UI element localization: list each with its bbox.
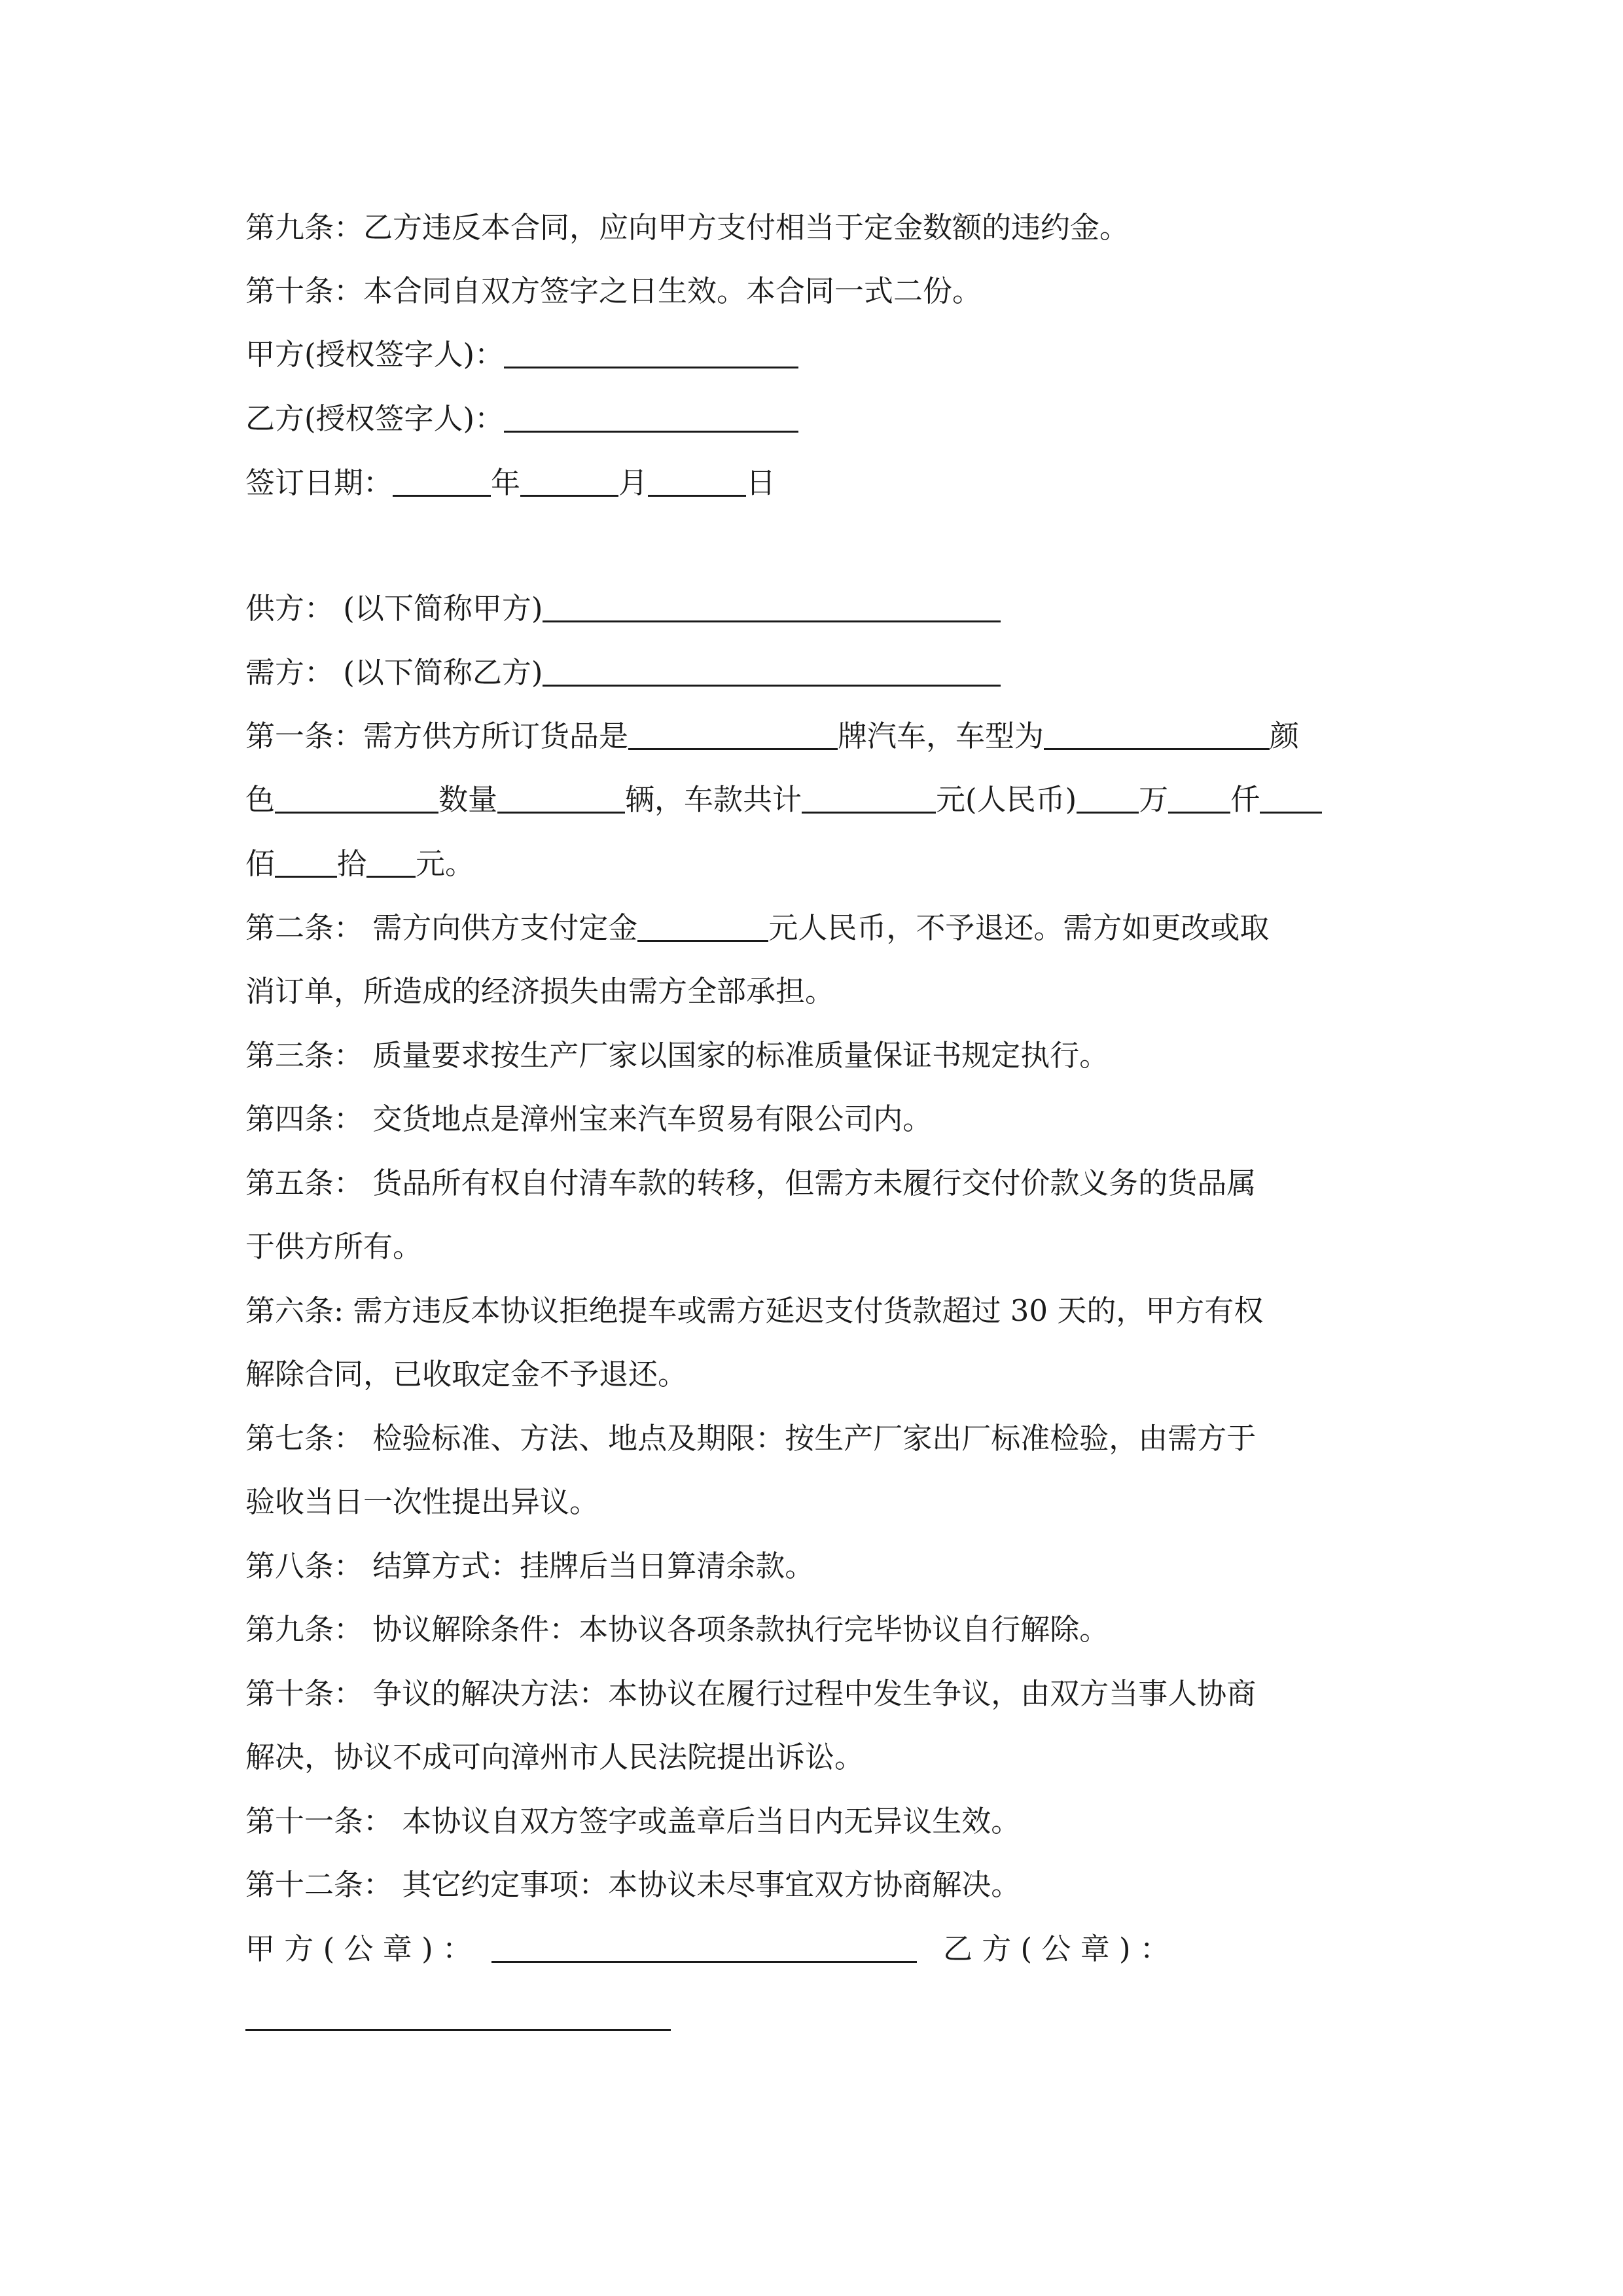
top-article-10: 第十条：本合同自双方签字之日生效。本合同一式二份。 xyxy=(245,274,982,308)
seal-a-label: 甲 方 ( 公 章 ) ： xyxy=(245,1931,472,1966)
quantity-blank xyxy=(497,781,625,814)
supplier-row xyxy=(245,589,1001,628)
seal-row xyxy=(245,1929,1169,1969)
day-label: 日 xyxy=(746,465,776,500)
article-10-line-2: 解决，协议不成可向漳州市人民法院提出诉讼。 xyxy=(245,1740,865,1774)
art2-text-b: 元人民币，不予退还。需方如更改或取 xyxy=(768,910,1270,945)
shi-blank xyxy=(366,846,416,878)
color-blank xyxy=(275,781,438,814)
buyer-row xyxy=(245,653,1001,692)
art2-text-a: 第二条： 需方向供方支付定金 xyxy=(245,910,638,945)
art1-text-f: 辆，车款共计 xyxy=(625,782,802,817)
price-blank xyxy=(802,781,936,814)
sign-date-label: 签订日期： xyxy=(245,465,393,500)
supplier-label: 供方： (以下简称甲方) xyxy=(245,591,543,626)
year-blank xyxy=(393,465,491,497)
article-1-line-2 xyxy=(245,780,1322,819)
party-b-sign-blank xyxy=(504,401,798,433)
art1-text-h: 万 xyxy=(1139,782,1169,817)
article-10-line-1: 第十条： 争议的解决方法：本协议在履行过程中发生争议，由双方当事人协商 xyxy=(245,1676,1257,1711)
year-label: 年 xyxy=(491,465,521,500)
article-7-line-1: 第七条： 检验标准、方法、地点及期限：按生产厂家出厂标准检验，由需方于 xyxy=(245,1421,1257,1456)
article-1-line-3 xyxy=(245,844,474,884)
buyer-blank xyxy=(543,655,1001,687)
article-9: 第九条： 协议解除条件：本协议各项条款执行完毕协议自行解除。 xyxy=(245,1612,1109,1647)
qian-blank xyxy=(1168,781,1230,814)
buyer-label: 需方： (以下简称乙方) xyxy=(245,655,543,690)
art1-text-b: 牌汽车，车型为 xyxy=(838,719,1044,753)
art1-text-i: 仟 xyxy=(1230,782,1260,817)
day-blank xyxy=(648,465,746,497)
seal-a-blank xyxy=(491,1931,917,1963)
art1-text-j: 佰 xyxy=(245,846,276,881)
article-5-line-2: 于供方所有。 xyxy=(245,1229,423,1264)
article-6-line-1: 第六条: 需方违反本协议拒绝提车或需方延迟支付货款超过 30 天的，甲方有权 xyxy=(245,1293,1264,1328)
art1-text-k: 拾 xyxy=(337,846,367,881)
art1-text-d: 色 xyxy=(245,782,276,817)
article-3: 第三条： 质量要求按生产厂家以国家的标准质量保证书规定执行。 xyxy=(245,1038,1109,1073)
brand-blank xyxy=(628,718,838,750)
article-6-line-2: 解除合同，已收取定金不予退还。 xyxy=(245,1357,688,1391)
deposit-blank xyxy=(637,910,768,942)
article-12: 第十二条： 其它约定事项：本协议未尽事宜双方协商解决。 xyxy=(245,1867,1021,1902)
month-blank xyxy=(520,465,618,497)
article-4: 第四条： 交货地点是漳州宝来汽车贸易有限公司内。 xyxy=(245,1102,933,1136)
art1-text-e: 数量 xyxy=(438,782,498,817)
party-b-signature-row xyxy=(245,399,798,439)
party-a-sign-blank xyxy=(504,336,798,368)
sign-date-row xyxy=(245,463,776,503)
article-2-line-2: 消订单，所造成的经济损失由需方全部承担。 xyxy=(245,974,835,1009)
article-5-line-1: 第五条： 货品所有权自付清车款的转移，但需方未履行交付价款义务的货品属 xyxy=(245,1166,1257,1200)
party-b-sign-label: 乙方(授权签字人)： xyxy=(245,401,505,436)
model-blank xyxy=(1044,718,1270,750)
party-a-sign-label: 甲方(授权签字人)： xyxy=(245,337,505,372)
top-article-9: 第九条：乙方违反本合同，应向甲方支付相当于定金数额的违约金。 xyxy=(245,210,1130,245)
bai-blank xyxy=(275,846,337,878)
party-a-signature-row xyxy=(245,335,798,374)
article-8: 第八条： 结算方式：挂牌后当日算清余款。 xyxy=(245,1549,815,1583)
seal-b-label: 乙 方 ( 公 章 ) ： xyxy=(942,1931,1169,1966)
article-11: 第十一条： 本协议自双方签字或盖章后当日内无异议生效。 xyxy=(245,1804,1021,1839)
wan-blank xyxy=(1077,781,1139,814)
art1-text-c: 颜 xyxy=(1270,719,1300,753)
month-label: 月 xyxy=(618,465,649,500)
article-7-line-2: 验收当日一次性提出异议。 xyxy=(245,1484,599,1519)
art1-text-a: 第一条：需方供方所订货品是 xyxy=(245,719,629,753)
bai-lead-blank xyxy=(1260,781,1322,814)
article-1-line-1 xyxy=(245,717,1299,756)
article-2-line-1 xyxy=(245,908,1269,948)
art1-text-g: 元(人民币) xyxy=(936,782,1077,817)
seal-b-blank xyxy=(245,2029,671,2031)
art1-text-l: 元。 xyxy=(416,846,475,881)
supplier-blank xyxy=(543,590,1001,622)
